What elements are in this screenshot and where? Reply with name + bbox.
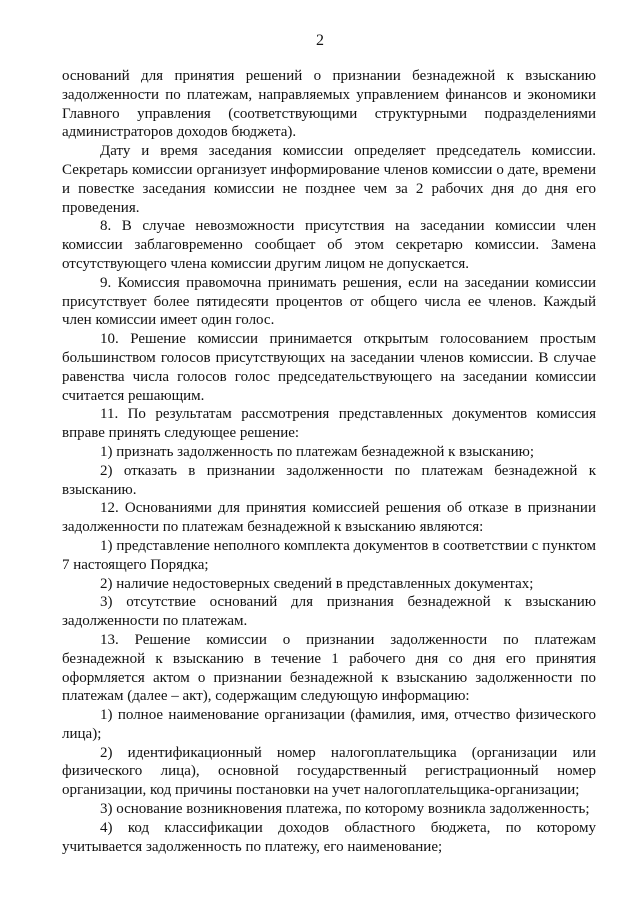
- paragraph-item-8: 8. В случае невозможности присутствия на заседании комиссии член комиссии заблаговременно сообщает об этом секретарю комиссии. Замена отсутствующего члена комиссии другим лицом не допускается.: [62, 218, 596, 272]
- paragraph-item-11-1: 1) признать задолженность по платежам безнадежной к взысканию;: [100, 443, 535, 460]
- paragraph-continuation: оснований для принятия решений о признании безнадежной к взысканию задолженности по платежам, направляемых управлением финансов и экономики Главного управления (соответствующими структурными подразделениями администраторов доходов бюджета).: [62, 68, 596, 141]
- paragraph-item-13: 13. Решение комиссии о признании задолженности по платежам безнадежной к взысканию в течение 1 рабочего дня со дня его принятия оформляется актом о признании безнадежной к взысканию задолженности по платежам (далее – акт), содержащим следующую информацию:: [62, 631, 596, 705]
- paragraph-item-11: 11. По результатам рассмотрения представленных документов комиссия вправе принять следующее решение:: [62, 406, 596, 442]
- paragraph-item-11-2: 2) отказать в признании задолженности по платежам безнадежной к взысканию.: [62, 462, 596, 498]
- paragraph-item-12-2: 2) наличие недостоверных сведений в представленных документах;: [100, 575, 534, 592]
- paragraph-item-13-1: 1) полное наименование организации (фамилия, имя, отчество физического лица);: [62, 707, 596, 742]
- paragraph-item-12: 12. Основаниями для принятия комиссией решения об отказе в признании задолженности по платежам безнадежной к взысканию являются:: [62, 500, 596, 536]
- paragraph-item-10: 10. Решение комиссии принимается открытым голосованием простым большинством голосов присутствующих на заседании членов комиссии. В случае равенства числа голосов голос председательствующего на заседании комиссии считается решающим.: [62, 331, 596, 404]
- paragraph-item-9: 9. Комиссия правомочна принимать решения, если на заседании комиссии присутствует более пятидесяти процентов от общего числа ее членов. Каждый член комиссии имеет один голос.: [62, 274, 596, 329]
- paragraph-item-12-3: 3) отсутствие оснований для признания безнадежной к взысканию задолженности по платежам.: [62, 594, 596, 630]
- paragraph-item-13-4: 4) код классификации доходов областного бюджета, по которому учитывается задолженность по платежу, его наименование;: [62, 819, 596, 855]
- paragraph-item-13-2: 2) идентификационный номер налогоплательщика (организации или физического лица), основной государственный регистрационный номер организации, код причины постановки на учет налогоплательщика-организации;: [62, 744, 596, 799]
- page-number: 2: [316, 32, 324, 49]
- paragraph-item-12-1: 1) представление неполного комплекта документов в соответствии с пунктом 7 настоящего Порядка;: [62, 537, 596, 573]
- document-body: [62, 67, 596, 856]
- paragraph-meeting-schedule: Дату и время заседания комиссии определяет председатель комиссии. Секретарь комиссии организует информирование членов комиссии о дате, времени и повестке заседания комиссии не позднее чем за 2 рабочих дня до дня его проведения.: [62, 143, 596, 216]
- paragraph-item-13-3: 3) основание возникновения платежа, по которому возникла задолженность;: [100, 801, 590, 818]
